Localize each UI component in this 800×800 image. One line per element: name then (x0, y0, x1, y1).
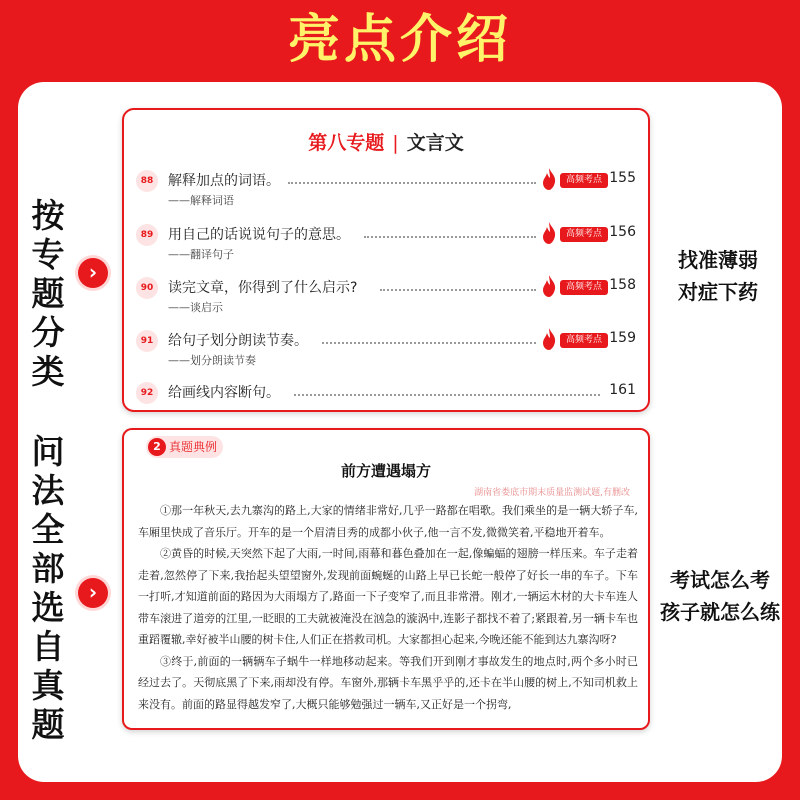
left-label-char: 选 (31, 588, 65, 627)
leader-dots (380, 289, 536, 291)
leader-dots (364, 236, 536, 238)
item-subtitle: ——谈启示 (168, 301, 223, 314)
right-label-practice (650, 564, 790, 628)
item-page: 158 (609, 277, 636, 293)
item-question: 给画线内容断句。 (168, 385, 280, 401)
section-tag (146, 436, 223, 458)
toc-topic: 第八专题 (308, 132, 385, 154)
article-paragraph: ①那一年秋天,去九寨沟的路上,大家的情绪非常好,几乎一路都在唱歌。我们乘坐的是一辆大轿子车,车厢里快成了音乐厅。开车的是一个眉清目秀的成都小伙子,他一言不发,微微笑着,平稳地开着车。 (138, 504, 638, 539)
left-label-char: 按 (31, 196, 65, 235)
exam-card (122, 428, 650, 730)
item-subtitle: ——划分朗读节奏 (168, 354, 256, 367)
item-subtitle: ——解释词语 (168, 194, 234, 207)
toc-row (136, 275, 636, 319)
section-tag-label: 真题典例 (169, 440, 218, 454)
left-label-char: 自 (31, 627, 65, 666)
right-label-weakness (648, 244, 788, 308)
item-number: 92 (136, 382, 158, 404)
toc-header (124, 128, 648, 155)
banner-title: 亮点介绍 (287, 10, 512, 70)
left-label-char: 真 (31, 666, 65, 705)
leader-dots (294, 394, 600, 396)
left-label-char: 问 (31, 432, 65, 471)
flame-icon (542, 168, 556, 190)
chevron-right-icon: › (78, 578, 108, 608)
toc-topic-name: 文言文 (406, 132, 464, 154)
left-label-char: 分 (31, 313, 65, 352)
section-tag-number: 2 (148, 438, 166, 456)
item-question: 用自己的话说说句子的意思。 (168, 227, 350, 243)
right-label-line: 对症下药 (678, 280, 758, 304)
article-source: 湖南省娄底市期末质量监测试题,有删改 (474, 488, 630, 498)
article-title: 前方遭遇塌方 (340, 462, 431, 480)
left-label-source (28, 432, 68, 744)
item-page: 156 (609, 224, 636, 240)
hot-badge: 高频考点 (560, 173, 608, 188)
item-subtitle: ——翻译句子 (168, 248, 234, 261)
item-page: 161 (609, 382, 636, 398)
hot-badge: 高频考点 (560, 333, 608, 348)
item-number: 88 (136, 170, 158, 192)
leader-dots (322, 342, 536, 344)
leader-dots (288, 182, 536, 184)
flame-icon (542, 328, 556, 350)
article-body (138, 500, 638, 715)
left-label-char: 全 (31, 510, 65, 549)
toc-row (136, 222, 636, 266)
right-label-line: 找准薄弱 (678, 248, 758, 272)
toc-row (136, 168, 636, 212)
hot-badge: 高频考点 (560, 280, 608, 295)
item-question: 解释加点的词语。 (168, 173, 280, 189)
left-label-char: 专 (31, 235, 65, 274)
left-label-char: 题 (31, 274, 65, 313)
right-label-line: 考试怎么考 (670, 568, 770, 592)
left-label-char: 法 (31, 471, 65, 510)
toc-row (136, 328, 636, 372)
toc-separator: | (392, 132, 399, 154)
item-number: 90 (136, 277, 158, 299)
item-question: 读完文章，你得到了什么启示? (168, 280, 358, 296)
right-label-line: 孩子就怎么练 (660, 600, 780, 624)
left-label-char: 部 (31, 549, 65, 588)
item-number: 89 (136, 224, 158, 246)
flame-icon (542, 222, 556, 244)
item-page: 159 (609, 330, 636, 346)
hot-badge: 高频考点 (560, 227, 608, 242)
chevron-right-icon: › (78, 258, 108, 288)
article-paragraph: ②黄昏的时候,天突然下起了大雨,一时间,雨幕和暮色叠加在一起,像蝙蝠的翅膀一样压来。车子走着走着,忽然停了下来,我抬起头望望窗外,发现前面蜿蜒的山路上早已长蛇一般停了好长一串的车子。下车一打听,才知道前面的路因为大雨塌方了,路面一下子变窄了,而且非常滑。刚才,一辆运木材的大卡车连人带车滚进了道旁的江里,一眨眼的工夫就被淹没在汹急的漩涡中,连影子都找不着了;紧跟着,另一辆卡车也重蹈覆辙,幸好被半山腰的树卡住,人们正在搭救司机。大家都担心起来,今晚还能不能到达九寨沟呀? (138, 547, 638, 646)
flame-icon (542, 275, 556, 297)
item-page: 155 (609, 170, 636, 186)
left-label-category (28, 196, 68, 391)
item-number: 91 (136, 330, 158, 352)
article-paragraph: ③终于,前面的一辆辆车子蜗牛一样地移动起来。等我们开到刚才事故发生的地点时,两个多小时已经过去了。天彻底黑了下来,雨却没有停。车窗外,那辆卡车黑乎乎的,还卡在半山腰的树上,不知司机救上来没有。前面的路显得越发窄了,大概只能够勉强过一辆车,又正好是一个拐弯, (138, 654, 638, 711)
toc-row (136, 380, 636, 424)
left-label-char: 类 (31, 352, 65, 391)
toc-card (122, 108, 650, 412)
item-question: 给句子划分朗读节奏。 (168, 333, 308, 349)
left-label-char: 题 (31, 705, 65, 744)
